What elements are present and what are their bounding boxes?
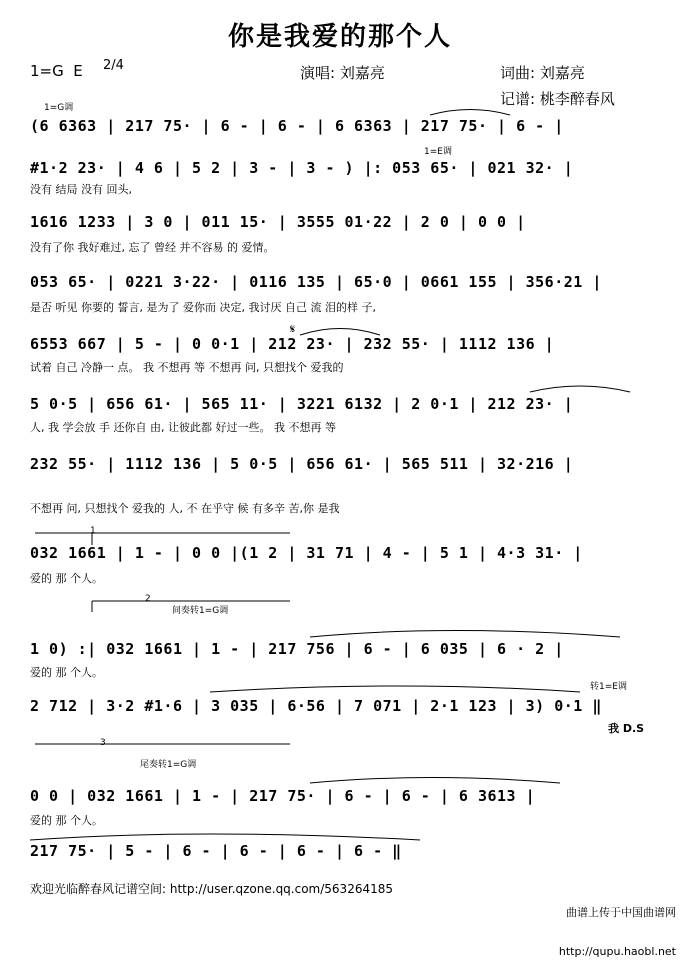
notation-row: 032 1661 | 1 - | 0 0 |(1 2 | 31 71 | 4 - | 5 1 | 4·3 31· | (30, 544, 583, 562)
slur (530, 386, 630, 392)
notation-row: 232 55· | 1112 136 | 5 0·5 | 656 61· | 565 511 | 32·216 | (30, 455, 574, 473)
lyric-line: 爱的 那 个人。 (30, 572, 103, 585)
key-change-g: 1=G调 (44, 103, 74, 113)
notation-row: 5 0·5 | 656 61· | 565 11· | 3221 6132 | 2 0·1 | 212 23· | (30, 395, 574, 413)
footer-source (559, 880, 676, 971)
notation-row: 1 0) :| 032 1661 | 1 - | 217 756 | 6 - | 6 035 | 6 · 2 | (30, 640, 564, 658)
slur (310, 778, 560, 784)
notation-row: 0 0 | 032 1661 | 1 - | 217 75· | 6 - | 6 - | 6 3613 | (30, 787, 536, 805)
footer-credit: 欢迎光临醉春风记谱空间: http://user.qzone.qq.com/563264185 (30, 882, 394, 896)
outro-label: 尾奏转1=G调 (140, 760, 197, 770)
lyric-line: 人, 我 学会放 手 还你自 由, 让彼此都 好过一些。 我 不想再 等 (30, 421, 336, 434)
ds-mark: 我 D.S (608, 722, 645, 735)
notation-row: 053 65· | 0221 3·22· | 0116 135 | 65·0 | 0661 155 | 356·21 | (30, 273, 602, 291)
score-title: 你是我爱的那个人 (227, 22, 452, 52)
notation-row: 1616 1233 | 3 0 | 011 15· | 3555 01·22 | 2 0 | 0 0 | (30, 213, 526, 231)
ending-3-label: 3 (100, 738, 106, 748)
footer-source-line-1: 曲谱上传于中国曲谱网 (566, 906, 676, 919)
lyric-line: 没有 结局 没有 回头, (30, 183, 132, 196)
notation-row: (6 6363 | 217 75· | 6 - | 6 - | 6 6363 | 217 75· | 6 - | (30, 117, 564, 135)
singer-credit: 演唱: 刘嘉亮 (300, 64, 385, 82)
time-signature: 2/4 (103, 58, 124, 73)
notation-row: 2 712 | 3·2 #1·6 | 3 035 | 6·56 | 7 071 | 2·1 123 | 3) 0·1 ‖ (30, 697, 602, 715)
ending-2-label: 2 (145, 594, 151, 604)
ending-1-label: 1 (90, 526, 96, 536)
key-change-to-e: 转1=E调 (590, 682, 627, 692)
lyric-line: 是否 听见 你要的 誓言, 是为了 爱你而 决定, 我讨厌 自己 流 泪的样 子, (30, 301, 376, 314)
slur (430, 110, 510, 116)
slur (310, 631, 620, 638)
composer-credit: 词曲: 刘嘉亮 (500, 64, 585, 82)
slur (30, 834, 420, 840)
lyric-line: 爱的 那 个人。 (30, 814, 103, 827)
key-change-e: 1=E调 (424, 147, 452, 157)
interlude-label: 间奏转1=G调 (172, 606, 229, 616)
lyric-line: 试着 自己 冷静一 点。 我 不想再 等 不想再 问, 只想找个 爱我的 (30, 361, 344, 374)
notation-row: #1·2 23· | 4 6 | 5 2 | 3 - | 3 - ) |: 053 65· | 021 32· | (30, 159, 574, 177)
lyric-line: 不想再 问, 只想找个 爱我的 人, 不 在乎守 候 有多辛 苦,你 是我 (30, 502, 340, 515)
lyric-line: 爱的 那 个人。 (30, 666, 103, 679)
footer-source-line-2: http://qupu.haobl.net (558, 945, 676, 958)
key-signature: 1=G E (30, 62, 83, 80)
lyric-line: 没有了你 我好难过, 忘了 曾经 并不容易 的 爱情。 (30, 241, 275, 254)
segno-sign: 𝄋 (290, 322, 296, 336)
transcriber-credit: 记谱: 桃李醉春风 (500, 90, 615, 108)
notation-row: 217 75· | 5 - | 6 - | 6 - | 6 - | 6 - ‖ (30, 842, 402, 860)
slur (210, 686, 580, 692)
notation-row: 6553 667 | 5 - | 0 0·1 | 212 23· | 232 55· | 1112 136 | (30, 335, 555, 353)
